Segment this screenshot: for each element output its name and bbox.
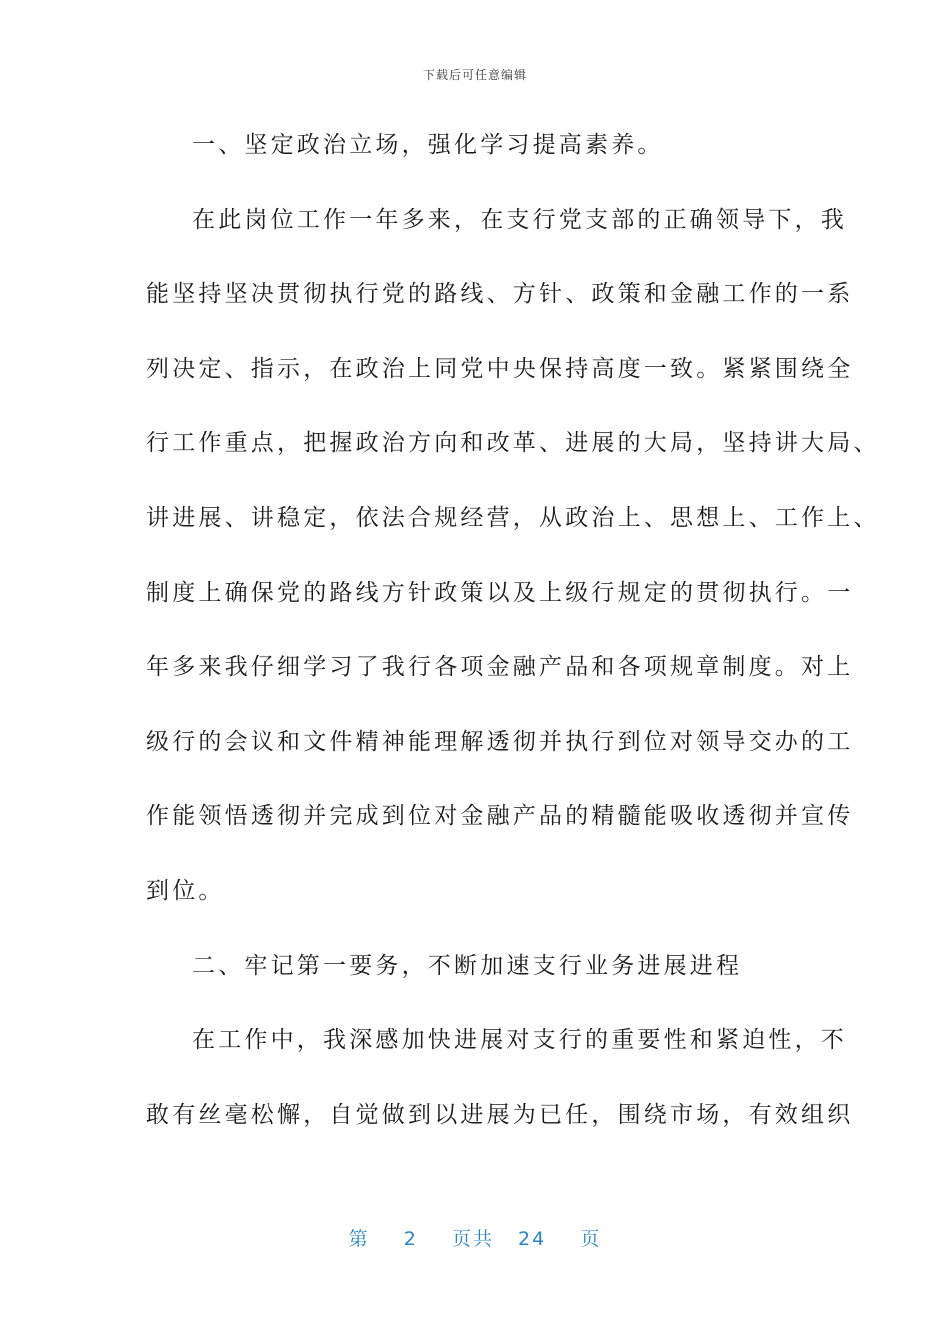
paragraph-line: 行工作重点，把握政治方向和改革、进展的大局，坚持讲大局、 xyxy=(146,430,880,457)
paragraph-line: 在此岗位工作一年多来，在支行党支部的正确领导下，我 xyxy=(192,206,847,233)
paragraph-line: 到位。 xyxy=(146,877,225,904)
section-heading: 二、牢记第一要务，不断加速支行业务进展进程 xyxy=(192,952,743,979)
paragraph-line: 在工作中，我深感加快进展对支行的重要性和紧迫性，不 xyxy=(192,1027,847,1054)
document-body xyxy=(146,120,880,1164)
paragraph-line: 制度上确保党的路线方针政策以及上级行规定的贯彻执行。一 xyxy=(146,579,854,606)
header-note: 下载后可任意编辑 xyxy=(422,68,527,82)
footer-suffix: 页 xyxy=(580,1228,602,1250)
footer-middle: 页共 xyxy=(451,1228,494,1250)
footer-page-number: 2 xyxy=(403,1228,418,1250)
paragraph-line: 讲进展、讲稳定，依法合规经营，从政治上、思想上、工作上、 xyxy=(146,504,880,531)
paragraph-line: 级行的会议和文件精神能理解透彻并执行到位对领导交办的工 xyxy=(146,728,854,755)
paragraph-line: 年多来我仔细学习了我行各项金融产品和各项规章制度。对上 xyxy=(146,654,854,681)
paragraph-line: 敢有丝毫松懈，自觉做到以进展为已任，围绕市场，有效组织 xyxy=(146,1101,854,1128)
footer-total-pages: 24 xyxy=(518,1228,547,1250)
section-heading: 一、坚定政治立场，强化学习提高素养。 xyxy=(192,132,664,158)
paragraph-line: 列决定、指示，在政治上同党中央保持高度一致。紧紧围绕全 xyxy=(146,355,854,382)
page-footer xyxy=(0,1224,950,1251)
paragraph-line: 能坚持坚决贯彻执行党的路线、方针、政策和金融工作的一系 xyxy=(146,281,854,308)
paragraph-line: 作能领悟透彻并完成到位对金融产品的精髓能吸收透彻并宣传 xyxy=(146,803,854,830)
footer-prefix: 第 xyxy=(348,1228,370,1250)
